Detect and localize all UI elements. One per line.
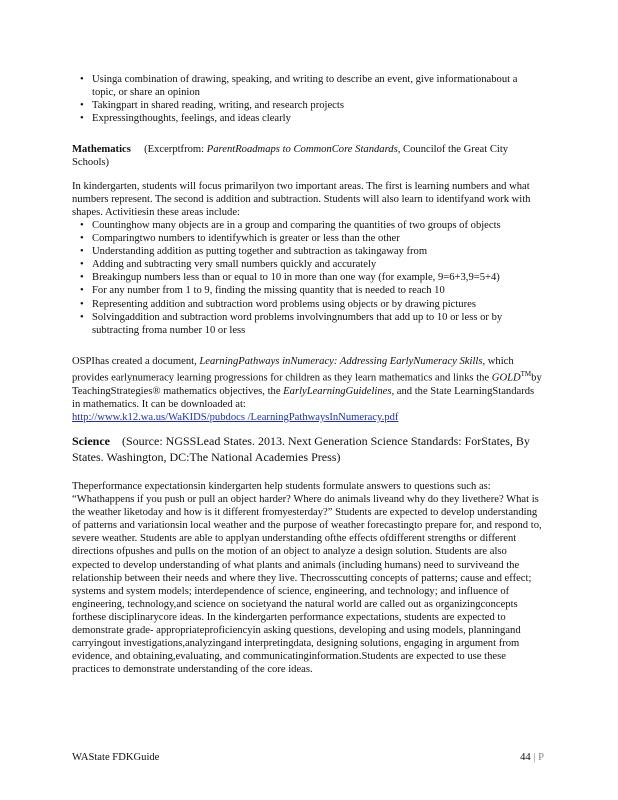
- gold-title: GOLD: [491, 372, 521, 384]
- learning-pathways-link[interactable]: http://www.k12.wa.us/WaKIDS/pubdocs /LearningPathwaysInNumeracy.pdf: [72, 411, 399, 423]
- math-heading: Mathematics: [72, 144, 131, 155]
- list-item: • Understanding addition as putting together and subtraction as takingaway from: [80, 245, 542, 258]
- page-number-value: 44: [520, 752, 531, 763]
- math-source-post: Councilof the Great City Schools): [72, 144, 509, 169]
- ospi-text-4: and the State LearningStandards in mathematics. It can be downloaded at:: [72, 385, 535, 410]
- list-item: • For any number from 1 to 9, finding the missing quantity that is needed to reach 10: [80, 284, 542, 297]
- list-item: • Comparingtwo numbers to identifywhich is greater or less than the other: [80, 232, 542, 245]
- science-heading-line: [72, 434, 542, 465]
- list-item: • Takingpart in shared reading, writing, and research projects: [80, 99, 542, 112]
- list-item: • Countinghow many objects are in a group and comparing the quantities of two groups of objects: [80, 219, 542, 232]
- list-item: • Representing addition and subtraction word problems using objects or by drawing pictures: [80, 298, 542, 311]
- elg-title: EarlyLearningGuidelines,: [283, 385, 395, 397]
- science-source: (Source: NGSSLead States. 2013. Next Generation Science Standards: ForStates, By States. Washington, DC:The National Academies Press): [72, 434, 530, 464]
- science-heading: Science: [72, 434, 110, 448]
- trademark-mark: TM: [520, 370, 532, 379]
- footer-separator: |: [533, 752, 536, 763]
- science-paragraph: Theperformance expectationsin kindergarten help students formulate answers to questions such as: “Whathappens if you push or pull an object harder? Where do animals liveand why do they livethere? What is the weather liketoday and how is it different fromyesterday?” Students are expected to develop understanding of patterns and variationsin local weather and the purpose of weather forecastingto prepare for, and respond to, severe weather. Students are able to applyan understanding ofthe effects ofdifferent strengths or different directions ofpushes and pulls on the motion of an object to analyze a design solution. Students are also expected to develop understanding of what plants and animals (including humans) need to surviveand the relationship between their needs and where they live. Thecrosscutting concepts of patterns; cause and effect; systems and system models; interdependence of science, engineering, and technology; and influence of engineering, technology,and science on societyand the natural world are called out as organizingconcepts forthese disciplinarycore ideas. In the kindergarten performance expectations, students are expected to demonstrate grade‐ appropriateproficiencyin asking questions, developing and using models, planningand carryingout investigations,analyzingand interpretingdata, designing solutions, engaging in argument from evidence, and obtaining,evaluating, and communicatinginformation.Students are expected to use these practices to demonstrate understanding of the core ideas.: [72, 481, 542, 676]
- ospi-text-1: OSPIhas created a document,: [72, 356, 200, 367]
- ospi-paragraph: [72, 355, 542, 424]
- footer-title: WAState FDKGuide: [72, 752, 160, 763]
- ospi-text-3: by TeachingStrategies® mathematics objectives, the: [72, 372, 542, 397]
- list-item: • Breakingup numbers less than or equal to 10 in more than one way (for example, 9=6+3,9=5+4): [80, 271, 542, 284]
- list-item: • Expressingthoughts, feelings, and ideas clearly: [80, 112, 542, 125]
- ospi-text-2: which provides earlynumeracy learning progressions for children as they learn mathematics and links the: [72, 356, 514, 384]
- list-item: • Usinga combination of drawing, speaking, and writing to describe an event, give informationabout a topic, or share an opinion: [80, 73, 542, 99]
- list-item: • Adding and subtracting very small numbers quickly and accurately: [80, 258, 542, 271]
- math-intro-paragraph: In kindergarten, students will focus primarilyon two important areas. The first is learning numbers and what numbers represent. The second is addition and subtraction. Students will also learn to identifyand work with shapes. Activitiesin these areas include:: [72, 181, 531, 219]
- math-source-pre: (Excerptfrom:: [144, 144, 207, 155]
- page-number: [520, 751, 544, 764]
- math-heading-line: [72, 143, 542, 169]
- math-source-title: ParentRoadmaps to CommonCore Standards,: [206, 144, 401, 155]
- intro-bullet-list: [72, 73, 542, 125]
- math-bullet-list: [72, 219, 542, 337]
- ospi-doc-title: LearningPathways inNumeracy: Addressing EarlyNumeracy Skills,: [199, 356, 486, 367]
- list-item: • Solvingaddition and subtraction word problems involvingnumbers that add up to 10 or less or by subtracting froma number 10 or less: [80, 311, 542, 337]
- footer-page-label: P: [538, 752, 544, 763]
